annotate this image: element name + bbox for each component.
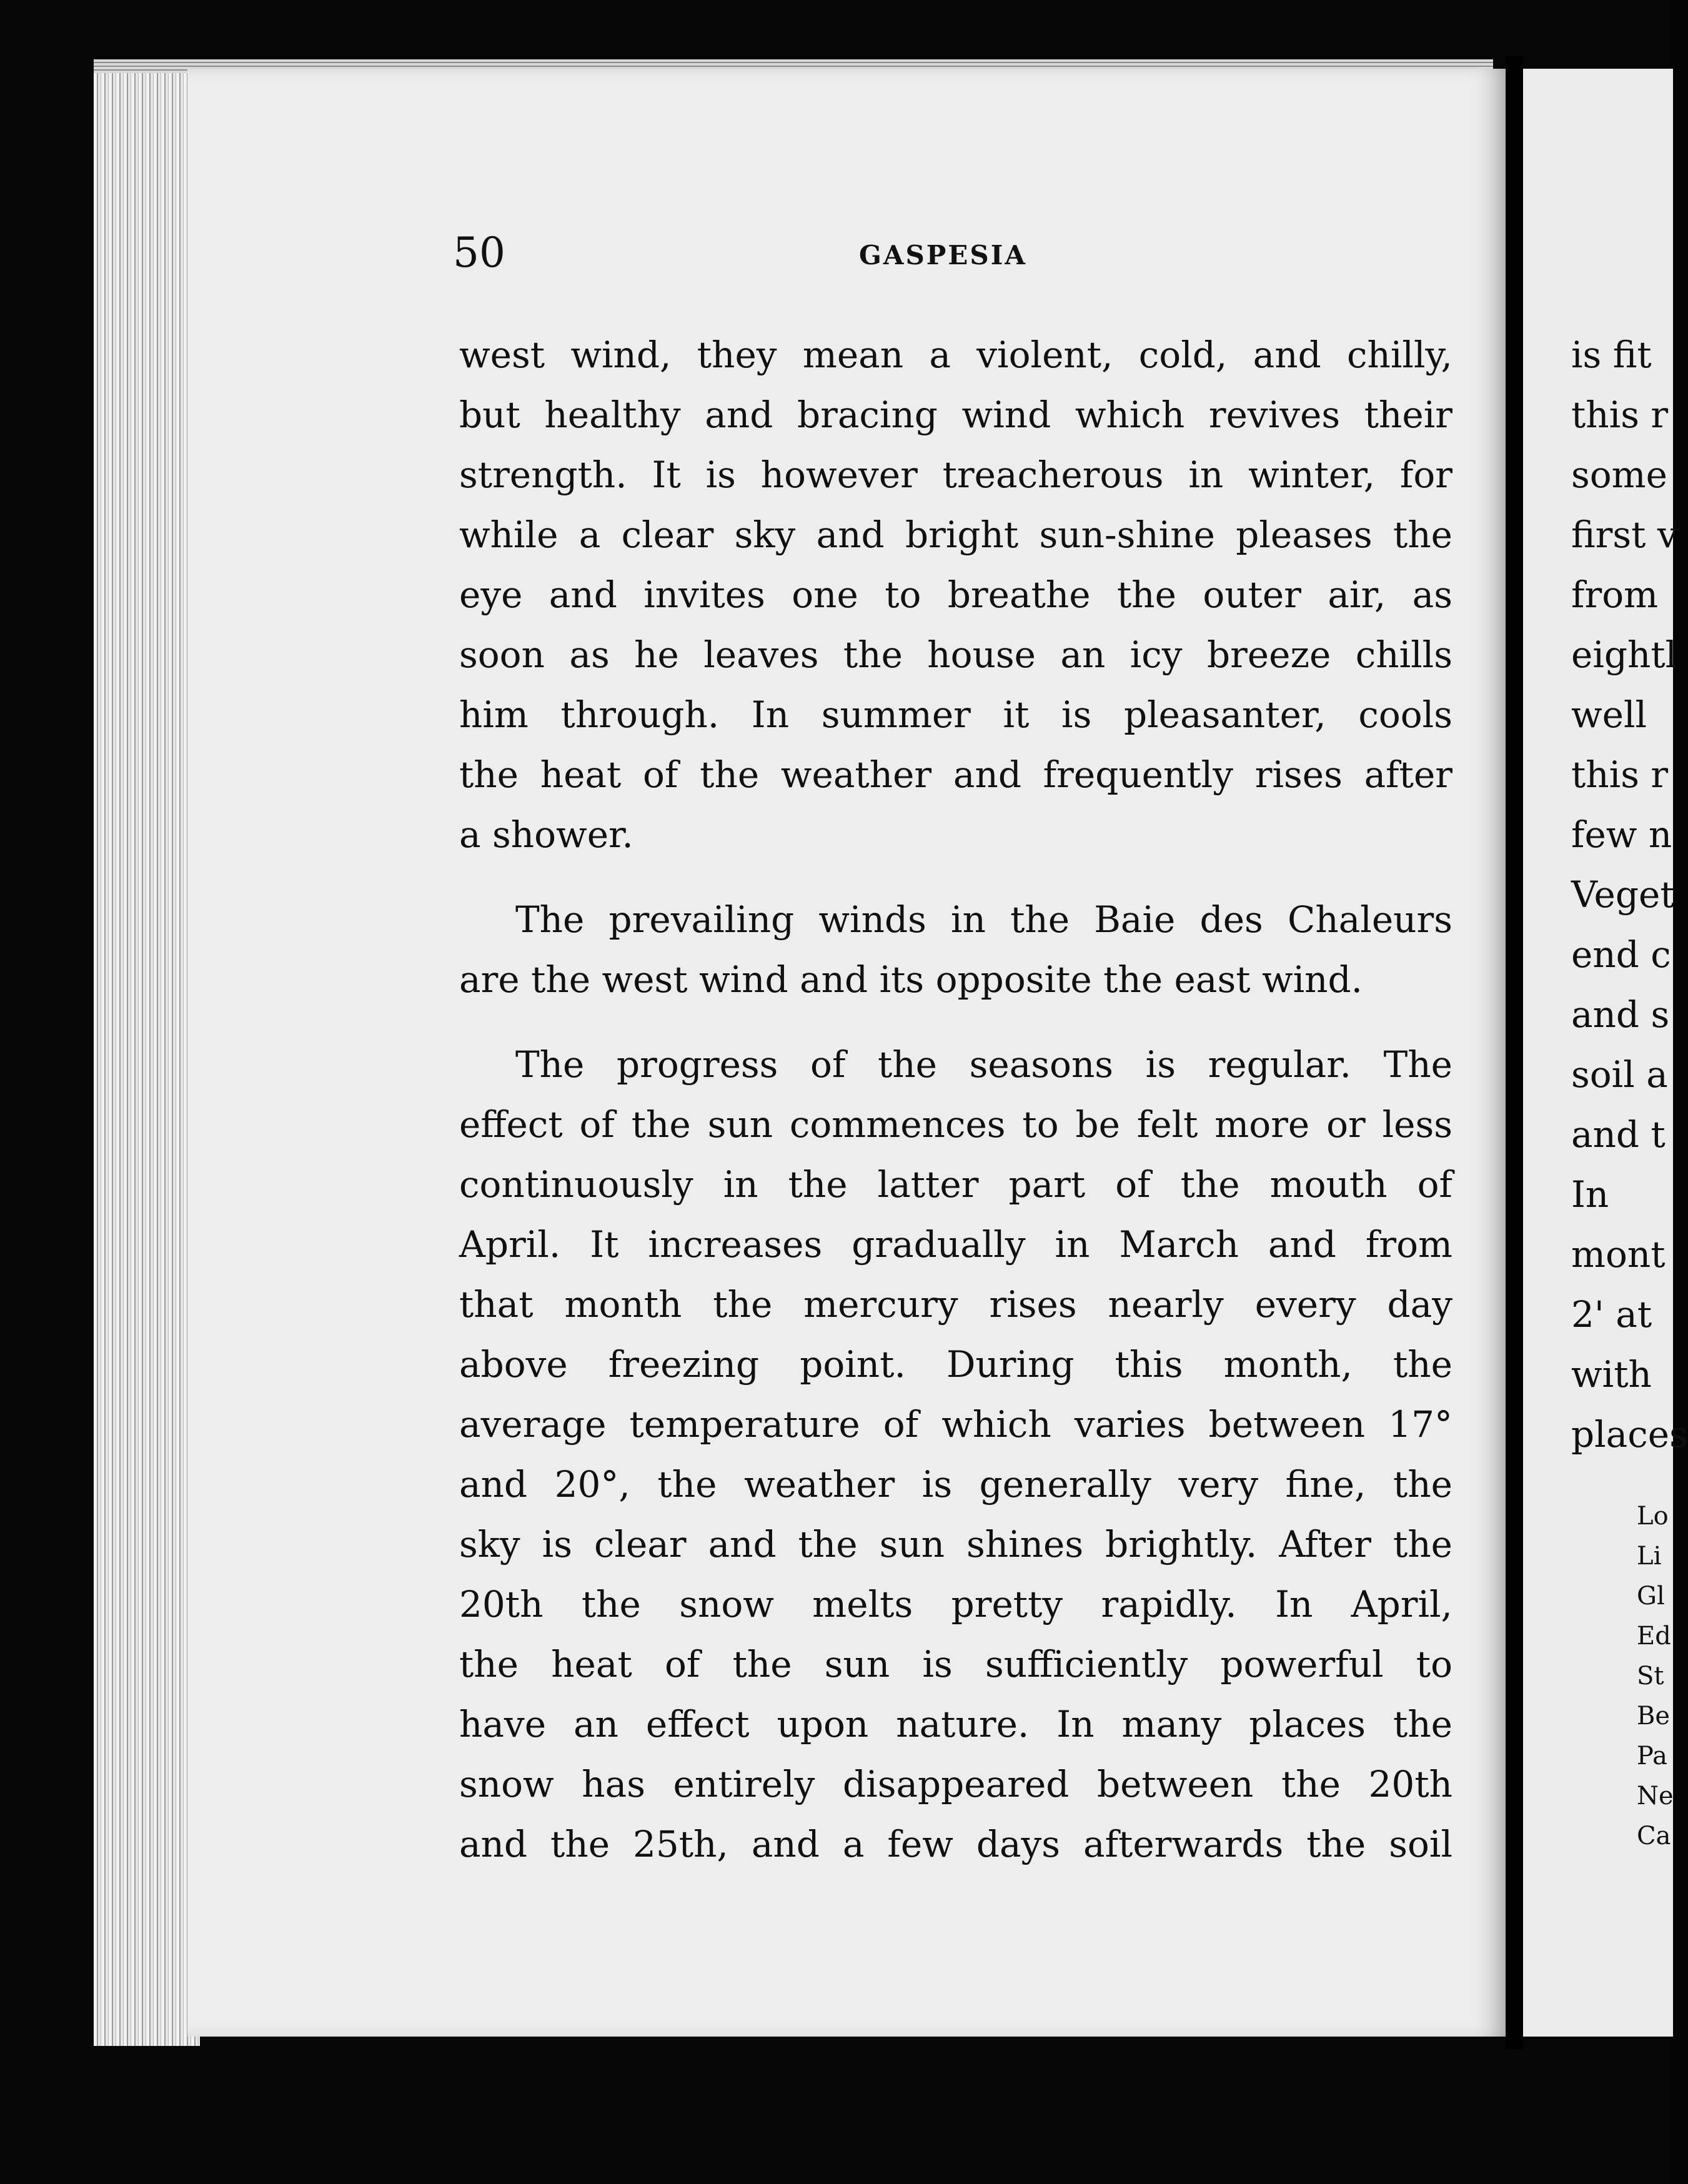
text-line: April. It increases gradually in March and from (459, 1223, 1452, 1266)
facing-text-line: some (1571, 454, 1668, 496)
text-line: a shower. (459, 813, 633, 856)
facing-text-line: and t (1571, 1113, 1666, 1156)
facing-text-line: 2' at (1571, 1293, 1652, 1336)
text-line: 20th the snow melts pretty rapidly. In April, (459, 1583, 1452, 1626)
text-line: soon as he leaves the house an icy breeze chills (459, 633, 1452, 676)
text-line: the heat of the sun is sufficiently powerful to (459, 1643, 1452, 1685)
facing-text-line: this r (1571, 394, 1669, 436)
facing-text-line: well (1571, 693, 1647, 736)
facing-table-line: Ed (1637, 1622, 1671, 1650)
facing-page-text (1571, 325, 1688, 1464)
text-line: while a clear sky and bright sun-shine pleases the (459, 514, 1452, 556)
facing-table-line: Ne (1637, 1782, 1674, 1810)
book-gutter (1506, 56, 1523, 2049)
text-line: strength. It is however treacherous in winter, for (459, 454, 1452, 496)
facing-text-line: is fit (1571, 334, 1652, 376)
text-line: The prevailing winds in the Baie des Chaleurs (515, 898, 1452, 941)
paragraph (459, 325, 1452, 865)
facing-text-line: eightl (1571, 633, 1677, 676)
facing-text-line: In (1571, 1173, 1609, 1216)
facing-table-line: Ca (1637, 1822, 1671, 1850)
text-line: but healthy and bracing wind which revives their (459, 394, 1452, 436)
running-title: GASPESIA (859, 240, 1027, 271)
facing-text-line: places (1571, 1413, 1688, 1456)
text-line: him through. In summer it is pleasanter, cools (459, 693, 1452, 736)
text-line: have an effect upon nature. In many places the (459, 1703, 1452, 1745)
text-line: that month the mercury rises nearly every day (459, 1283, 1452, 1326)
facing-table-line: Be (1637, 1702, 1671, 1730)
facing-text-line: with (1571, 1353, 1652, 1396)
text-line: average temperature of which varies between 17° (459, 1403, 1452, 1446)
page-number: 50 (453, 229, 505, 277)
paragraph (459, 890, 1452, 1010)
running-head (453, 225, 1471, 281)
facing-table-line: Lo (1637, 1502, 1669, 1531)
text-line: The progress of the seasons is regular. The (515, 1043, 1452, 1086)
text-line: west wind, they mean a violent, cold, and chilly, (459, 334, 1452, 376)
text-line: the heat of the weather and frequently rises after (459, 753, 1452, 796)
stacked-page-edges (94, 59, 200, 2046)
text-line: and 20°, the weather is generally very fine, the (459, 1463, 1452, 1506)
text-line: are the west wind and its opposite the east wind. (459, 958, 1363, 1001)
facing-text-line: end c (1571, 933, 1671, 976)
text-line: effect of the sun commences to be felt more or less (459, 1103, 1452, 1146)
facing-text-line: few n (1571, 813, 1672, 856)
paragraph (459, 1035, 1452, 1874)
text-line: eye and invites one to breathe the outer air, as (459, 573, 1452, 616)
facing-text-line: and s (1571, 993, 1670, 1036)
text-line: continuously in the latter part of the mouth of (459, 1163, 1452, 1206)
text-line: sky is clear and the sun shines brightly. After the (459, 1523, 1452, 1566)
facing-page-table (1637, 1496, 1674, 1856)
facing-text-line: soil a (1571, 1053, 1668, 1096)
facing-text-line: mont (1571, 1233, 1666, 1276)
facing-table-line: Pa (1637, 1742, 1667, 1770)
facing-text-line: Veget (1571, 873, 1675, 916)
body-text (459, 325, 1452, 1874)
facing-table-line: Gl (1637, 1582, 1665, 1611)
facing-table-line: St (1637, 1662, 1664, 1690)
facing-text-line: this r (1571, 753, 1669, 796)
text-line: snow has entirely disappeared between the 20th (459, 1763, 1452, 1805)
text-line: above freezing point. During this month, the (459, 1343, 1452, 1386)
facing-text-line: first v (1571, 514, 1678, 556)
facing-text-line: from (1571, 573, 1659, 616)
text-line: and the 25th, and a few days afterwards the soil (459, 1823, 1452, 1865)
facing-table-line: Li (1637, 1542, 1662, 1571)
